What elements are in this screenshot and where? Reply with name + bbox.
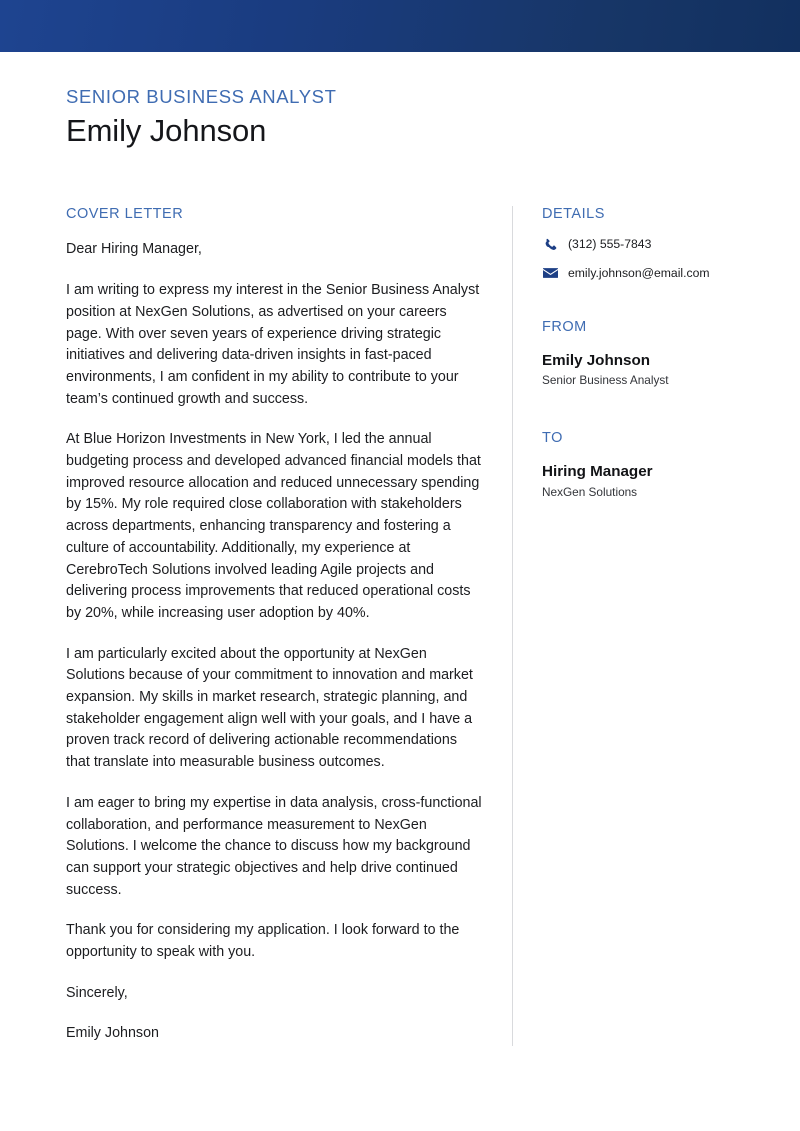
envelope-icon [542, 266, 559, 280]
column-divider [512, 206, 513, 1046]
phone-number: (312) 555-7843 [568, 237, 652, 252]
to-subtitle: NexGen Solutions [542, 484, 638, 499]
contact-item-phone[interactable] [542, 236, 780, 252]
letter-paragraph: Thank you for considering my application. I look forward to the opportunity to speak with you. [66, 922, 460, 961]
letter-column [66, 206, 484, 1045]
details-heading: DETAILS [542, 206, 605, 222]
letter-paragraph: I am particularly excited about the opportunity at NexGen Solutions because of your commitment to innovation and market expansion. My skills in market research, strategic planning, and stakeholder engagement align well with your goals, and I have a proven track record of delivering actionable recommendations that translate into measurable business outcomes. [66, 645, 473, 771]
letter-paragraph: I am eager to bring my expertise in data analysis, cross-functional collaboration, and performance measurement to NexGen Solutions. I welcome the chance to discuss how my background can support your strategic objectives and help drive continued success. [66, 794, 482, 898]
letter-salutation: Dear Hiring Manager, [66, 241, 202, 258]
to-heading: TO [542, 430, 563, 447]
from-heading: FROM [542, 319, 587, 336]
letter-paragraph: I am writing to express my interest in the Senior Business Analyst position at NexGen Solutions, as advertised on your careers page. With over seven years of experience driving strategic initiatives and delivering data-driven insights in fast-paced environments, I am confident in my ability to contribute to your team’s continued growth and success. [66, 282, 480, 407]
to-name: Hiring Manager [542, 462, 653, 480]
cover-letter-heading: COVER LETTER [66, 206, 184, 222]
from-name: Emily Johnson [542, 351, 651, 369]
person-name: Emily Johnson [66, 113, 267, 149]
letter-paragraph: At Blue Horizon Investments in New York, I led the annual budgeting process and developed advanced financial models that improved resource allocation and reduced unnecessary spending by 15%. My role required close collaboration with stakeholders across departments, enhancing transparency and fostering a culture of accountability. Additionally, my experience at CerebroTech Solutions involved leading Agile projects and delivering process improvements that reduced operational costs by 20%, while increasing user adoption by 40%. [66, 431, 481, 621]
phone-icon [542, 238, 559, 252]
name-block [66, 86, 566, 150]
contact-list [542, 236, 780, 281]
header-accent-band [0, 0, 800, 52]
contact-item-email[interactable] [542, 265, 780, 281]
details-section [542, 206, 780, 285]
letter-signature: Emily Johnson [66, 1025, 159, 1042]
email-address: emily.johnson@email.com [568, 265, 710, 280]
job-title: SENIOR BUSINESS ANALYST [66, 86, 337, 107]
from-section [542, 319, 780, 389]
from-subtitle: Senior Business Analyst [542, 373, 669, 388]
sidebar-column [542, 206, 780, 500]
to-section [542, 430, 780, 500]
letter-closing: Sincerely, [66, 984, 128, 1001]
